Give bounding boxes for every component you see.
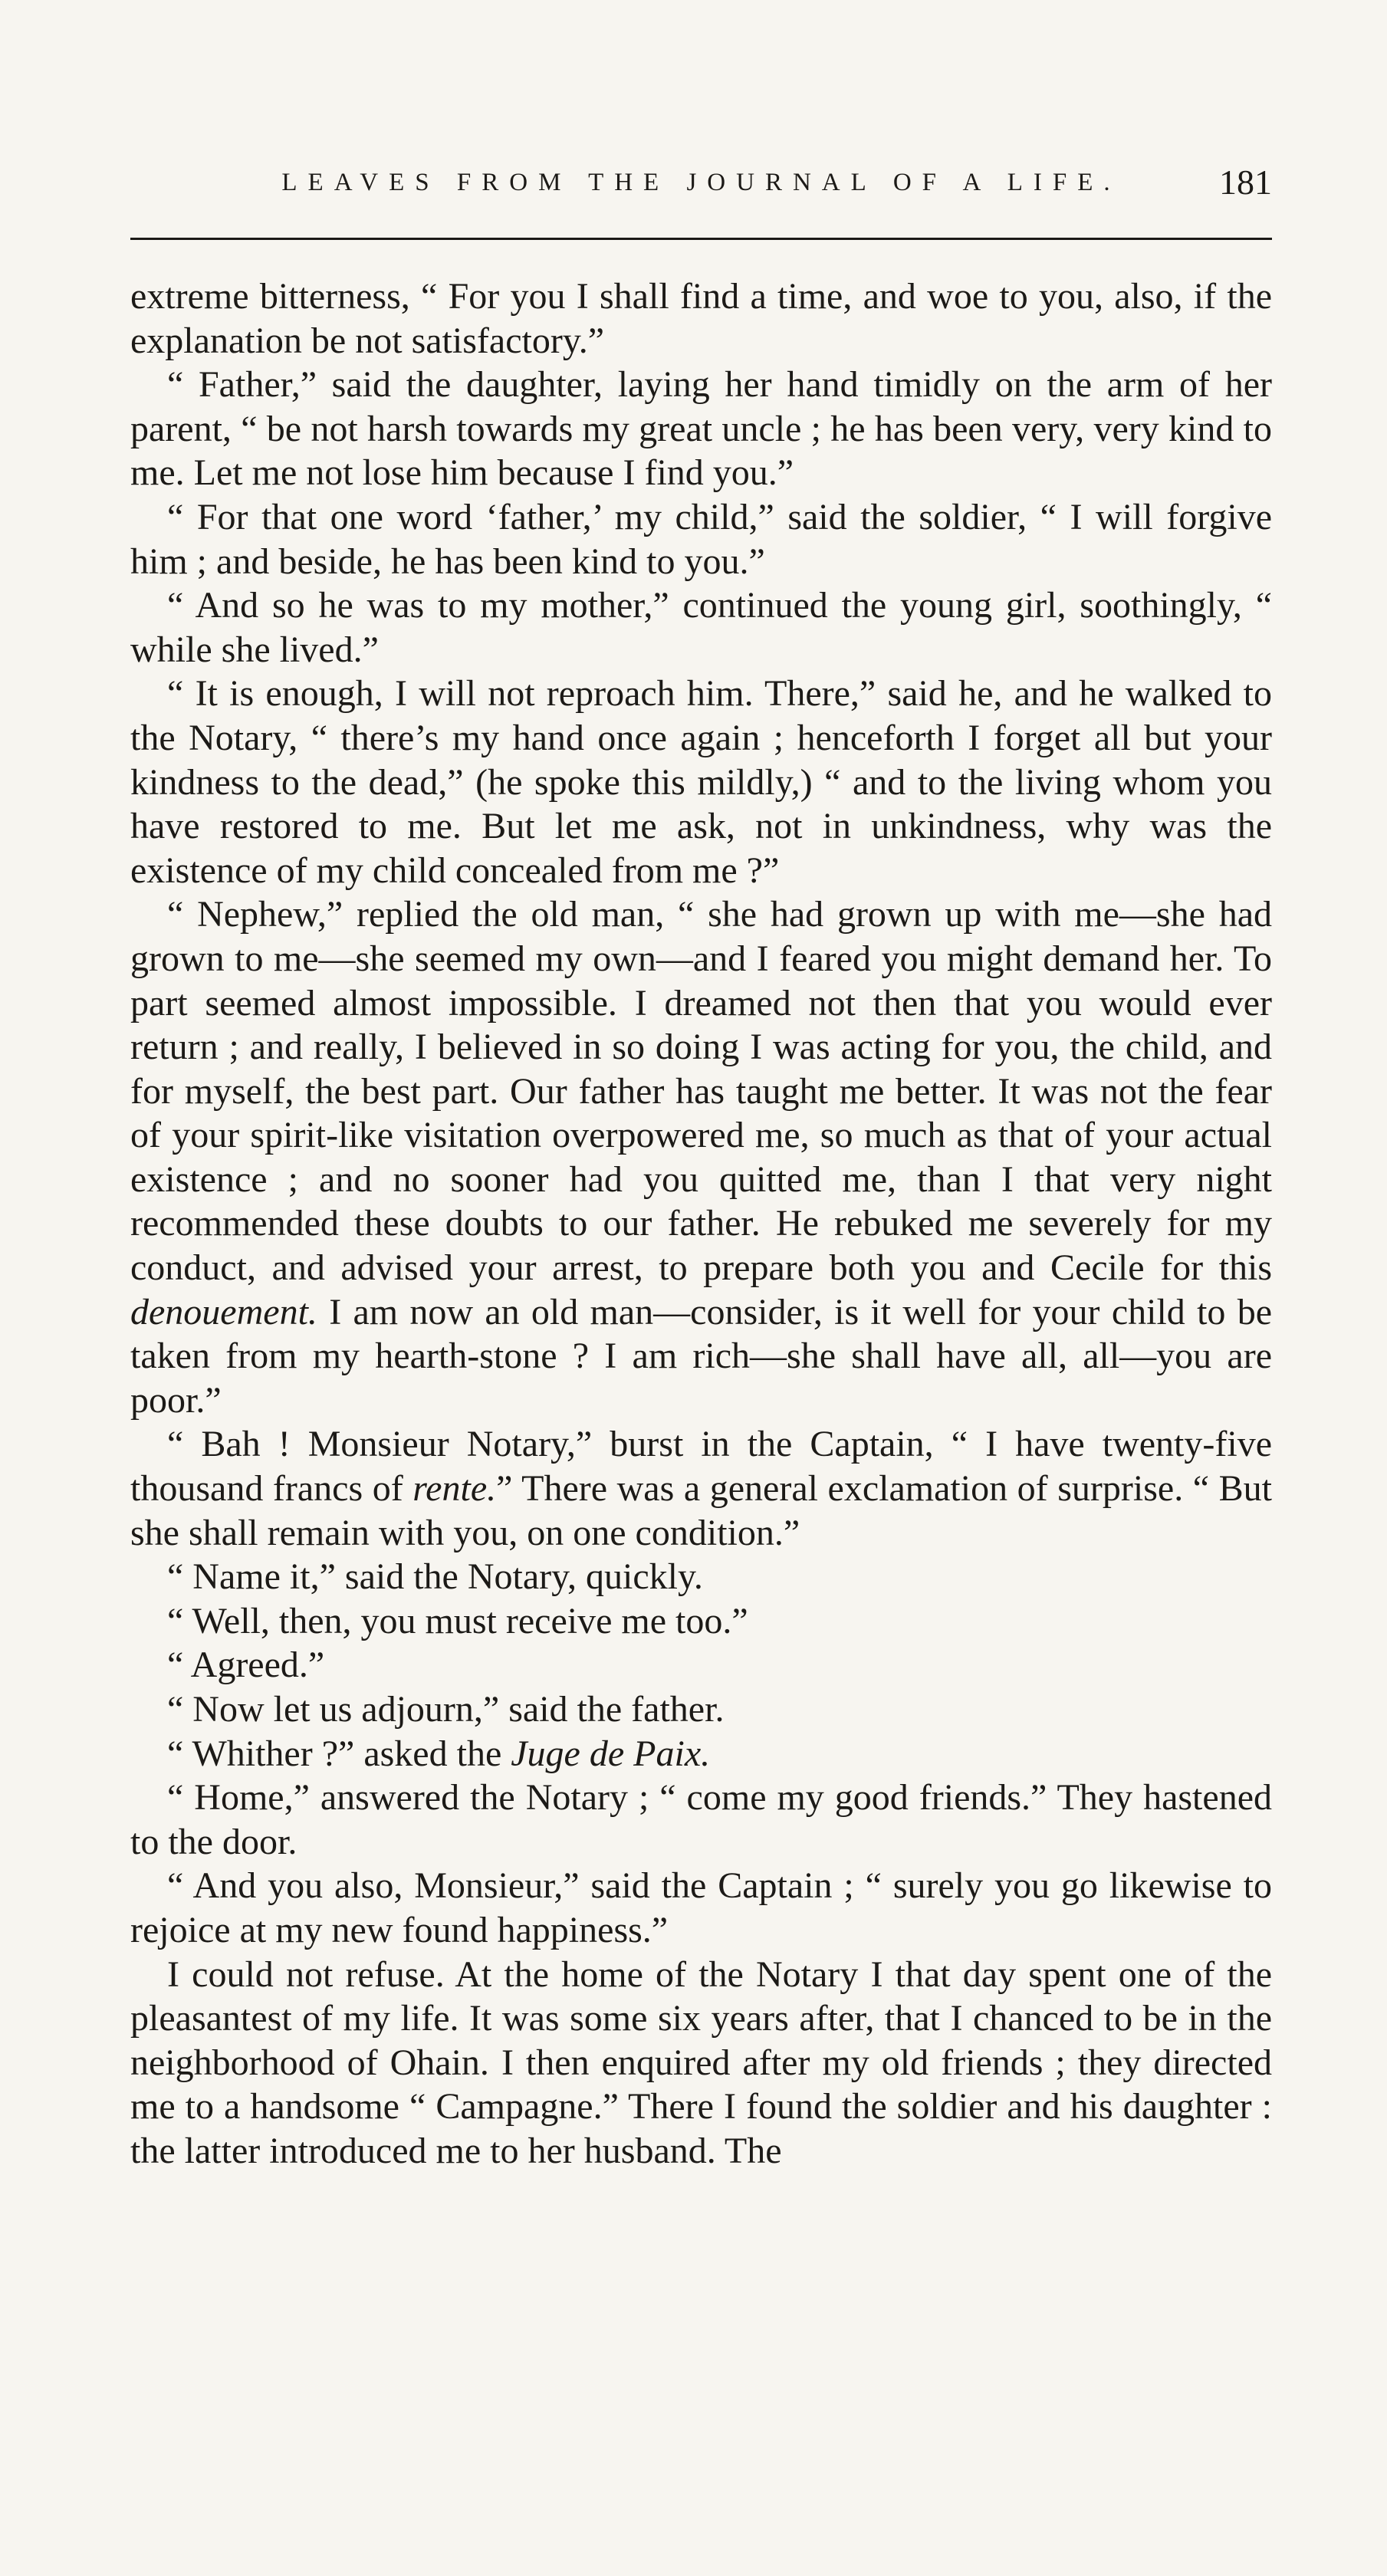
italic-phrase: denouement. (130, 1291, 317, 1332)
paragraph (130, 1555, 1272, 1599)
italic-phrase: Juge de Paix. (511, 1733, 711, 1774)
text-run: “ And you also, Monsieur,” said the Captain ; “ surely you go likewise to rejoice at my new found happiness.” (130, 1865, 1272, 1950)
paragraph (130, 1599, 1272, 1644)
page-number: 181 (1219, 163, 1272, 202)
paragraph (130, 892, 1272, 1422)
text-run: “ And so he was to my mother,” continued the young girl, soothingly, “ while she lived.” (130, 585, 1272, 670)
text-run: “ It is enough, I will not reproach him. There,” said he, and he walked to the Notary, “ there’s my hand once again ; henceforth I forget all but your kindness to the dead,” (he spoke this mildly,) “ and to the living whom you have restored to me. But let me ask, not in unkindness, why was the existence of my child concealed from me ?” (130, 673, 1272, 891)
paragraph (130, 1422, 1272, 1555)
text-run: I am now an old man—consider, is it well for your child to be taken from my hearth-stone ? I am rich—she shall have all, all—you are poor.” (130, 1291, 1272, 1421)
text-run: “ Nephew,” replied the old man, “ she had grown up with me—she had grown to me—she seemed my own—and I feared you might demand her. To part seemed almost impossible. I dreamed not then that you would ever return ; and really, I believed in so doing I was acting for you, the child, and for myself, the best part. Our father has taught me better. It was not the fear of your spirit-like visitation overpowered me, so much as that of your actual existence ; and no sooner had you quitted me, than I that very night recommended these doubts to our father. He rebuked me severely for my conduct, and advised your arrest, to prepare both you and Cecile for this (130, 894, 1272, 1289)
text-run: “ Father,” said the daughter, laying her hand timidly on the arm of her parent, “ be not harsh towards my great uncle ; he has been very, very kind to me. Let me not lose him because I find you.” (130, 364, 1272, 494)
body-text (130, 274, 1272, 2174)
running-title: LEAVES FROM THE JOURNAL OF A LIFE. (281, 169, 1121, 196)
text-run: “ Name it,” said the Notary, quickly. (167, 1556, 703, 1598)
paragraph (130, 1864, 1272, 1952)
paragraph (130, 1776, 1272, 1864)
italic-phrase: rente. (412, 1468, 497, 1510)
paragraph (130, 583, 1272, 672)
text-run: “ For that one word ‘father,’ my child,” said the soldier, “ I will forgive him ; and beside, he has been kind to you.” (130, 496, 1272, 582)
text-run: “ Well, then, you must receive me too.” (167, 1600, 748, 1641)
paragraph (130, 1953, 1272, 2174)
text-run: I could not refuse. At the home of the Notary I that day spent one of the pleasantest of my life. It was some six years after, that I chanced to be in the neighborhood of Ohain. I then enquired after my old friends ; they directed me to a handsome “ Campagne.” There I found the soldier and his daughter : the latter introduced me to her husband. The (130, 1953, 1272, 2171)
paragraph (130, 363, 1272, 495)
page-header (130, 159, 1272, 205)
text-run: extreme bitterness, “ For you I shall find a time, and woe to you, also, if the explanation be not satisfactory.” (130, 276, 1272, 361)
paragraph (130, 1687, 1272, 1732)
text-run: “ Now let us adjourn,” said the father. (167, 1689, 725, 1730)
text-run: “ Whither ?” asked the (167, 1733, 511, 1774)
header-rule (130, 238, 1272, 240)
paragraph (130, 495, 1272, 583)
text-run: ” There was a general exclamation of surprise. “ But she shall remain with you, on one condition.” (130, 1468, 1272, 1553)
text-run: “ Bah ! Monsieur Notary,” burst in the Captain, “ I have twenty-five thousand francs of (130, 1424, 1272, 1510)
text-run: “ Home,” answered the Notary ; “ come my good friends.” They hastened to the door. (130, 1777, 1272, 1862)
text-run: “ Agreed.” (167, 1644, 325, 1686)
paragraph (130, 1732, 1272, 1776)
paragraph (130, 274, 1272, 363)
paragraph (130, 1643, 1272, 1687)
paragraph (130, 672, 1272, 892)
